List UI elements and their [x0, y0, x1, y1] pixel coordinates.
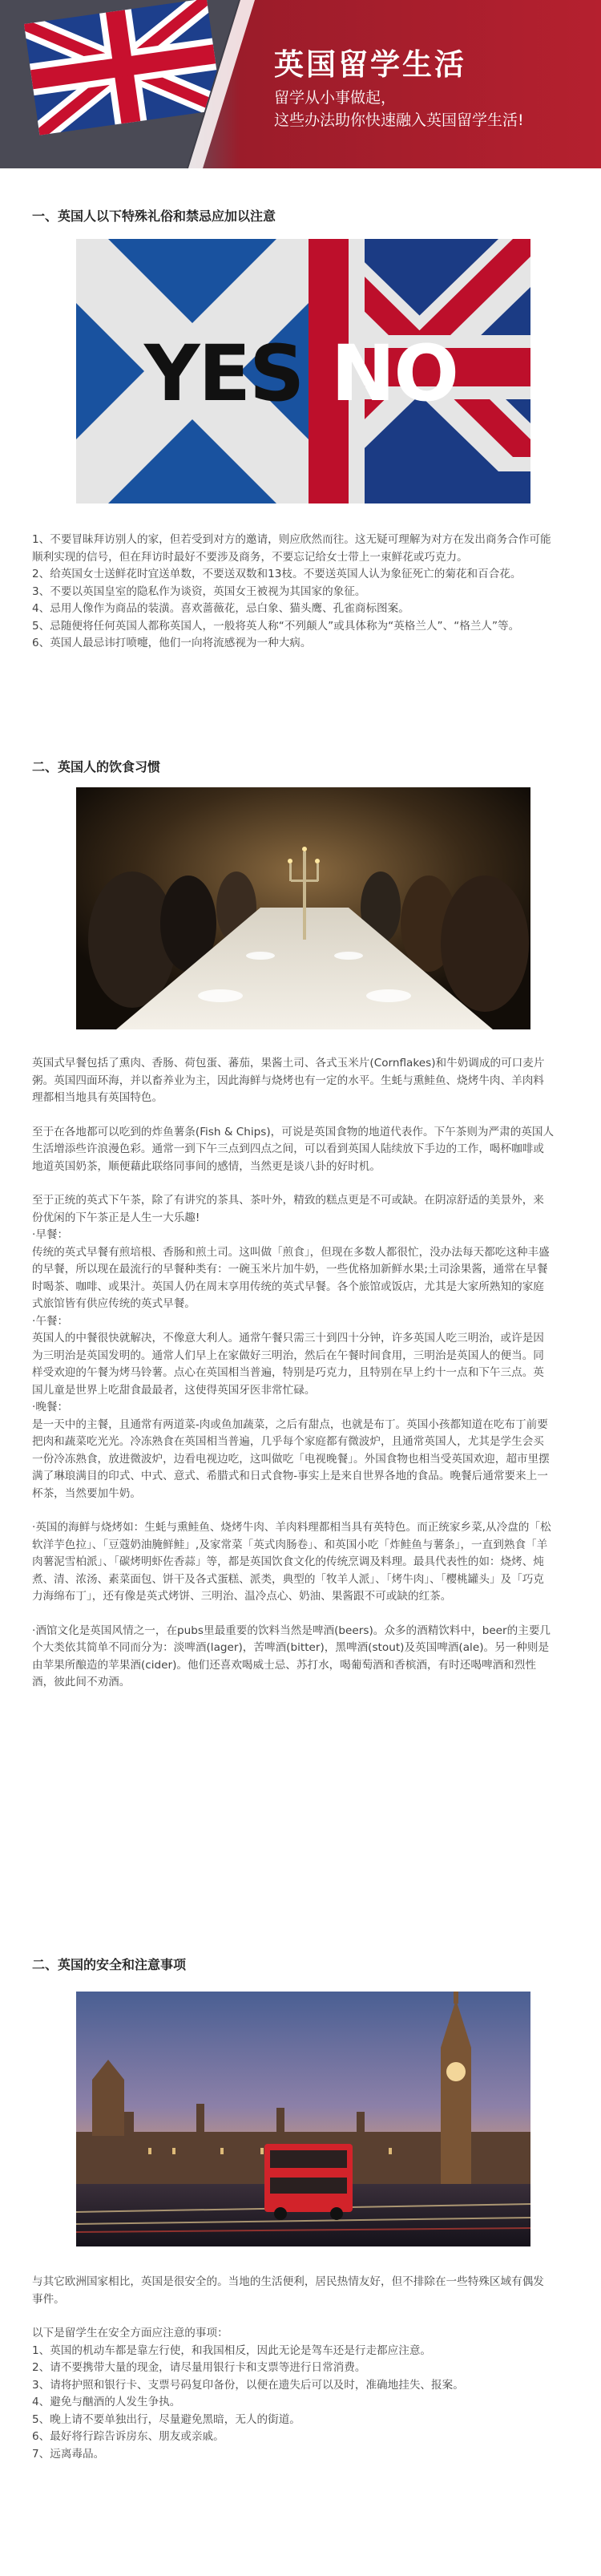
page-subtitle — [274, 87, 524, 131]
rule-item-3: 3、不要以英国皇室的隐私作为谈资，英国女王被视为其国家的象征。 — [32, 584, 366, 598]
no-label: NO — [331, 329, 458, 419]
section-2-heading: 二、英国人的饮食习惯 — [32, 759, 161, 774]
safety-item-1: 1、英国的机动车都是靠左行使，和我国相反，因此无论是驾车还是行走都应注意。 — [32, 2343, 432, 2357]
subtitle-line-2: 这些办法助你快速融入英国留学生活! — [274, 111, 524, 129]
section-3-heading: 二、英国的安全和注意事项 — [32, 1957, 187, 1972]
london-big-ben-image — [76, 1992, 530, 2246]
safety-item-7: 7、远离毒品。 — [32, 2447, 105, 2461]
dinner-paragraph: 是一天中的主餐，且通常有两道菜-肉或鱼加蔬菜，之后有甜点，也就是布丁。英国小孩都知道在吃布丁前要把肉和蔬菜吃光光。冷冻熟食在英国相当普遍，几乎每个家庭都有微波炉，且通常英国人，尤其是学生会买一份冷冻熟食，放进微波炉，边看电视边吃，这叫做吃「电视晚餐」。外国食物也相当受英国欢迎，超市里摆满了琳琅满目的印式、中式、意式、希腊式和日式食物-事实上是来自世界各地的食品。晚餐后通常要来上一杯茶，当然要加牛奶。 — [32, 1417, 550, 1500]
subtitle-line-1: 留学从小事做起， — [274, 89, 397, 107]
rule-item-2: 2、给英国女士送鲜花时宜送单数，不要送双数和13枝。不要送英国人认为象征死亡的菊花和百合花。 — [32, 568, 522, 580]
safety-intro: 与其它欧洲国家相比，英国是很安全的。当地的生活便利，居民热情友好，但不排除在一些特殊区域有偶发事件。 — [32, 2275, 544, 2306]
safety-item-4: 4、避免与酗酒的人发生争执。 — [32, 2396, 181, 2408]
section-1-list — [32, 532, 555, 653]
diet-paragraph-2: 至于在各地都可以吃到的炸鱼薯条(Fish & Chips)，可说是英国食物的地道代表作。下午茶则为严肃的英国人生活增添些许浪漫色彩。通常一到下午三点到四点之间，可以看到英国人陆续放下手边的工作，喝杯咖啡或地道英国奶茶，顺便藉此联络同事间的感情，当然更是谈八卦的好时机。 — [32, 1125, 555, 1173]
safety-item-2: 2、请不要携带大量的现金，请尽量用银行卡和支票等进行日常消费。 — [32, 2361, 366, 2374]
rule-item-1: 1、不要冒昧拜访别人的家，但若受到对方的邀请，则应欣然而往。这无疑可理解为对方在发出商务合作可能顺利实现的信号，但在拜访时最好不要涉及商务，不要忘记给女士带上一束鲜花或巧克力。 — [32, 533, 551, 564]
section-2-body — [32, 1055, 555, 1692]
rule-item-5: 5、忌随便将任何英国人都称英国人，一般将英人称“不列颠人”或具体称为“英格兰人”、“格兰人”等。 — [32, 619, 520, 633]
lunch-label: ·午餐： — [32, 1314, 69, 1328]
safety-item-3: 3、请将护照和银行卡、支票号码复印备份，以便在遗失后可以及时，准确地挂失、报案。 — [32, 2378, 464, 2392]
dinner-label: ·晚餐： — [32, 1401, 69, 1413]
union-jack-flag-image — [0, 0, 264, 168]
rule-item-4: 4、忌用人像作为商品的装潢。喜欢蔷薇花，忌白象、猫头鹰、孔雀商标图案。 — [32, 602, 409, 615]
rule-item-6: 6、英国人最忌讳打喷嚏，他们一向将流感视为一种大病。 — [32, 637, 312, 649]
breakfast-paragraph: 传统的英式早餐有煎培根、香肠和煎土司。这叫做「煎食」，但现在多数人都很忙，没办法每天都吃这种丰盛的早餐，所以现在最流行的早餐种类有：一碗玉米片加牛奶，一些优格加新鲜水果;土司涂果酱，通常在早餐时喝茶、咖啡、或果汁。英国人仍在周末享用传统的英式早餐。各个旅馆或饭店，尤其是大家所熟知的家庭式旅馆皆有供应传统的英式早餐。 — [32, 1245, 550, 1310]
section-1-heading: 一、英国人以下特殊礼俗和禁忌应加以注意 — [32, 208, 276, 224]
safety-list-title: 以下是留学生在安全方面应注意的事项： — [32, 2327, 228, 2339]
page-title: 英国留学生活 — [274, 47, 466, 82]
header-banner — [0, 0, 601, 168]
yes-label: YES — [144, 329, 304, 419]
lunch-paragraph: 英国人的中餐很快就解决，不像意大利人。通常午餐只需三十到四十分钟，许多英国人吃三明治，或许是因为三明治是英国发明的。通常人们早上在家做好三明治，然后在午餐时间食用，三明治是英国人的便当。同样受欢迎的午餐为烤马铃薯。点心在英国相当普遍，特别是巧克力，且特别在早上约十一点和下午三点。英国儿童是世界上吃甜食最最者，这使得英国牙医非常忙碌。 — [32, 1332, 544, 1397]
safety-item-5: 5、晚上请不要单独出行，尽量避免黑暗，无人的街道。 — [32, 2412, 300, 2426]
pub-paragraph: ·酒馆文化是英国风情之一，在pubs里最重要的饮料当然是啤酒(beers)。众多的酒精饮料中，beer的主要几个大类依其简单不同而分为：淡啤酒(lager)，苦啤酒(bitter)，黑啤酒(stout)及英国啤酒(ale)。另一种则是由苹果所酿造的苹果酒(cider)。他们还喜欢喝威士忌、苏打水，喝葡萄酒和香槟酒，有时还喝啤酒和烈性酒，彼此间不劝酒。 — [32, 1624, 551, 1688]
seafood-paragraph: ·英国的海鲜与烧烤如：生蚝与熏鲑鱼、烧烤牛肉、羊肉料理都相当具有英特色。而正统家乡菜,从冷盘的「松软洋芋色拉」、「豆蔻奶油腌鲜鲑」,及家常菜「英式肉肠卷」、和英国小吃「炸鲑鱼与薯条」，一直到熟食「羊肉薯泥雪柏派」、「碳烤明虾佐香蒜」等，都是英国饮食文化的传统烹调及料理。最具代表性的如：烧烤、炖煮、清、浓汤、素菜面包、饼干及各式蛋糕、派类，典型的「牧羊人派」、「烤牛肉」、「樱桃罐头」及「巧克力海绵布丁」，还有像是英式烤饼、三明治、温冷点心、奶油、果酱跟不可或缺的红茶。 — [32, 1521, 551, 1603]
dining-table-image — [76, 787, 530, 1029]
yes-no-flag-image — [76, 239, 530, 503]
breakfast-label: ·早餐： — [32, 1228, 69, 1241]
safety-item-6: 6、最好将行踪告诉房东、朋友或亲戚。 — [32, 2430, 224, 2443]
section-3-body — [32, 2274, 555, 2463]
diet-paragraph-3: 至于正统的英式下午茶，除了有讲究的茶具、茶叶外，精致的糕点更是不可或缺。在阴凉舒适的美景外，来份优闲的下午茶正是人生一大乐趣! — [32, 1194, 544, 1224]
diet-paragraph-1: 英国式早餐包括了熏肉、香肠、荷包蛋、蕃茄，果酱土司、各式玉米片(Cornflakes)和牛奶调成的可口麦片粥。英国四面环海，并以畜养业为主，因此海鲜与烧烤也有一定的水平。生蚝与熏鲑鱼、烧烤牛肉、羊肉料理都相当地具有英国特色。 — [32, 1057, 545, 1104]
